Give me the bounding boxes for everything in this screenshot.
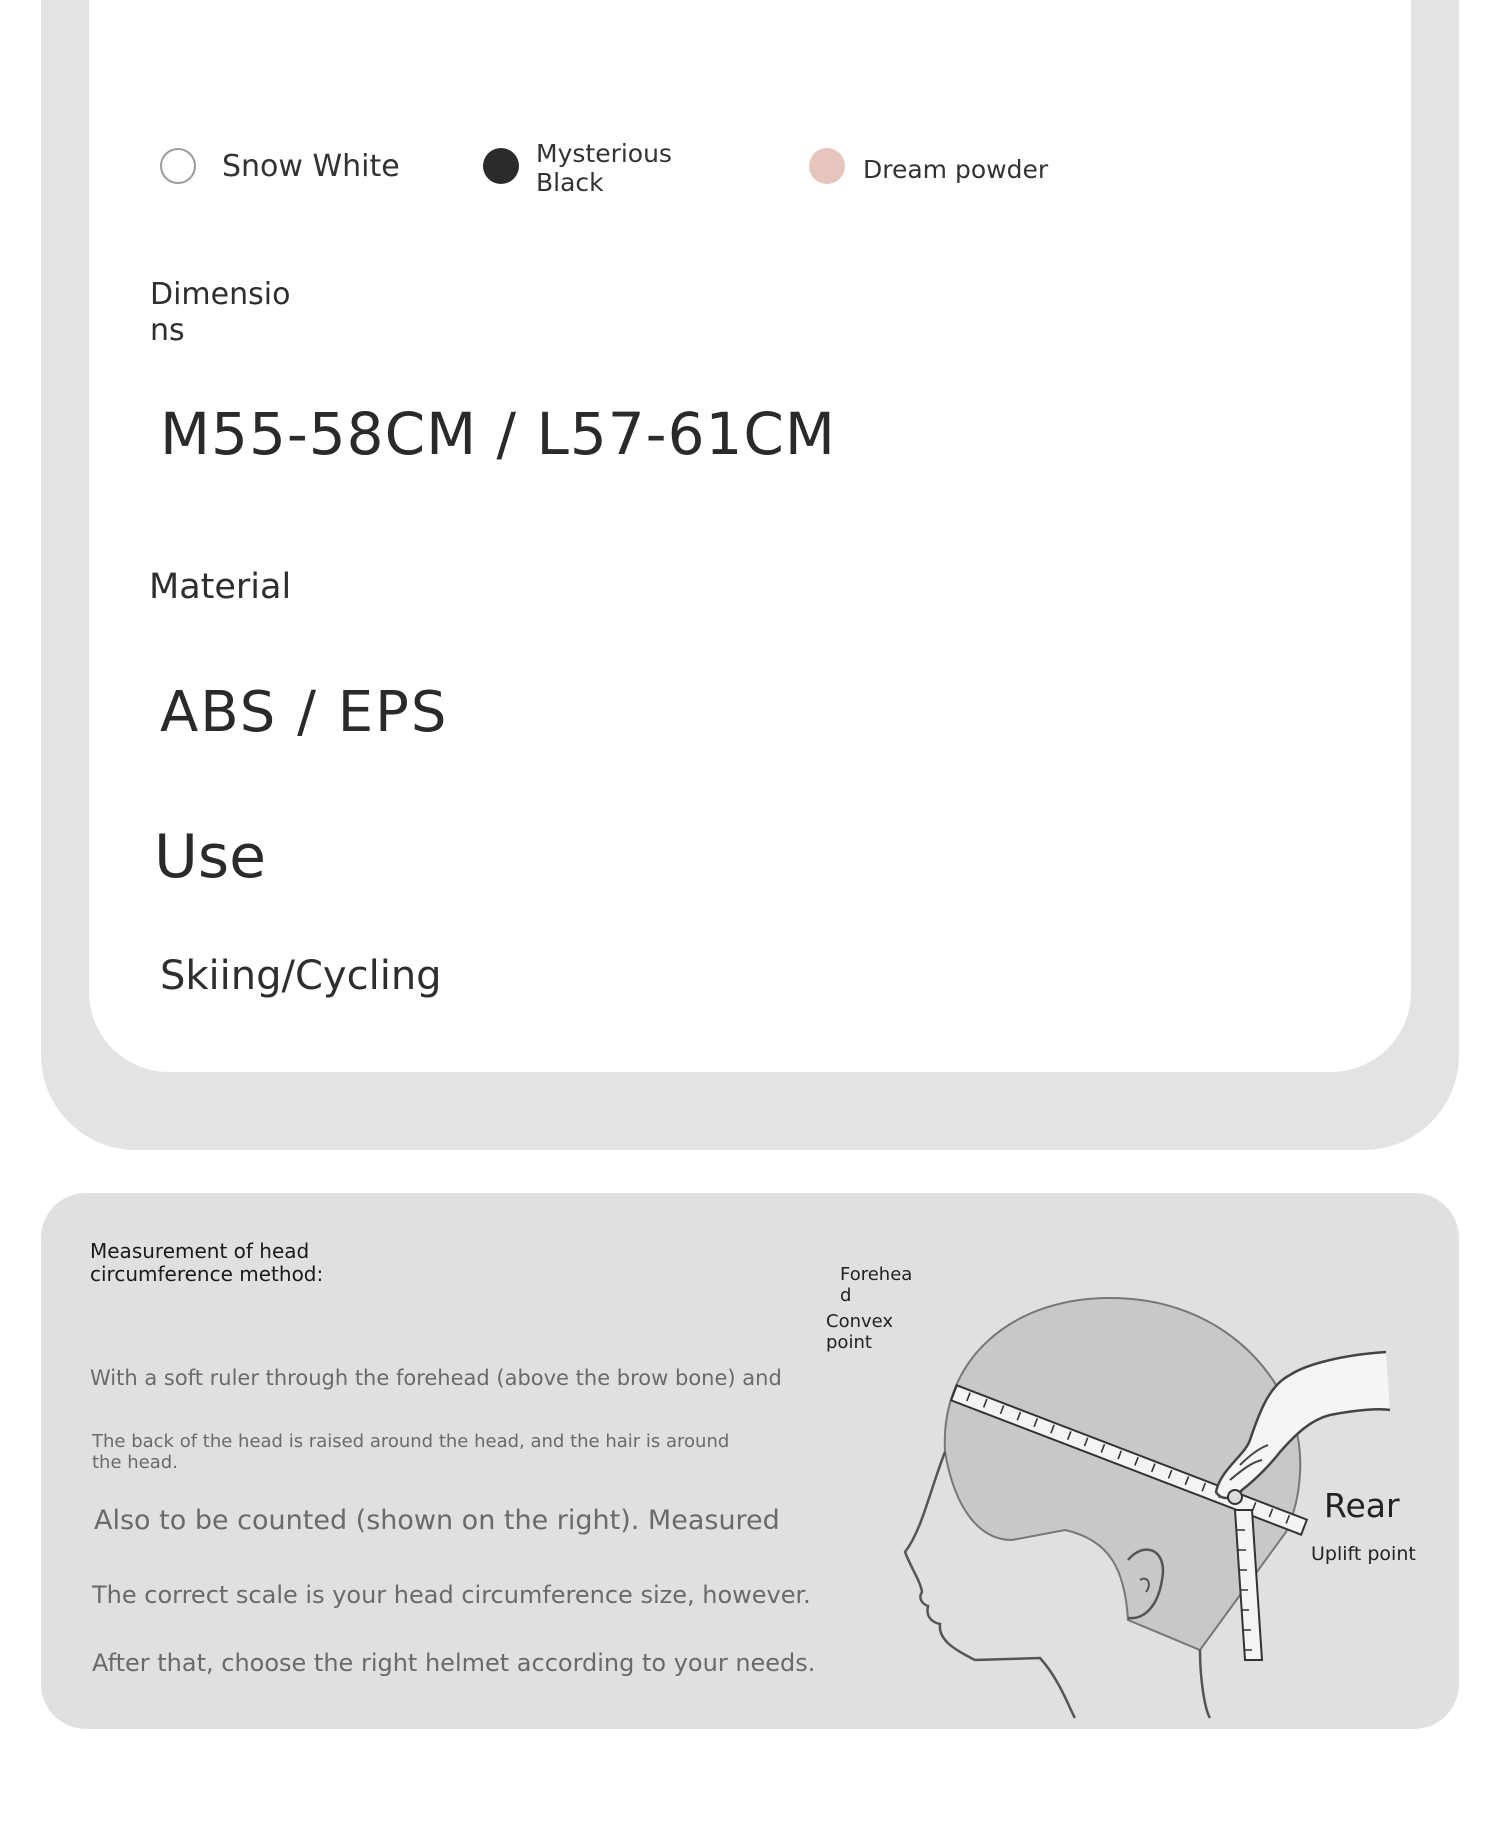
color-label-dream-powder: Dream powder [863,155,1049,184]
dimensions-heading: Dimensions [150,277,291,348]
measurement-instruction-1: With a soft ruler through the forehead (above the brow bone) and [90,1366,782,1390]
measurement-instruction-3: Also to be counted (shown on the right). Measured [94,1505,780,1536]
dimensions-value: M55-58CM / L57-61CM [160,400,836,468]
measurement-instruction-4: The correct scale is your head circumference size, however. [92,1581,811,1609]
color-swatch-mysterious-black[interactable] [483,148,519,184]
measurement-instruction-2: The back of the head is raised around the head, and the hair is around the head. [92,1431,730,1473]
diagram-label-rear: Rear [1324,1486,1400,1525]
diagram-label-convex-point: Convex point [826,1311,894,1353]
diagram-label-forehead: Forehead [840,1264,913,1306]
head-measurement-illustration [900,1240,1420,1720]
material-heading: Material [149,567,292,607]
color-swatch-snow-white[interactable] [160,148,196,184]
color-label-snow-white: Snow White [222,149,400,184]
diagram-label-uplift-point: Uplift point [1311,1543,1416,1565]
use-value: Skiing/Cycling [160,953,442,999]
measurement-title: Measurement of head circumference method: [90,1239,324,1286]
material-value: ABS / EPS [160,680,449,745]
color-label-mysterious-black: Mysterious Black [536,139,672,197]
use-heading: Use [154,822,267,892]
color-swatch-dream-powder[interactable] [809,148,845,184]
measurement-instruction-5: After that, choose the right helmet according to your needs. [92,1649,816,1677]
